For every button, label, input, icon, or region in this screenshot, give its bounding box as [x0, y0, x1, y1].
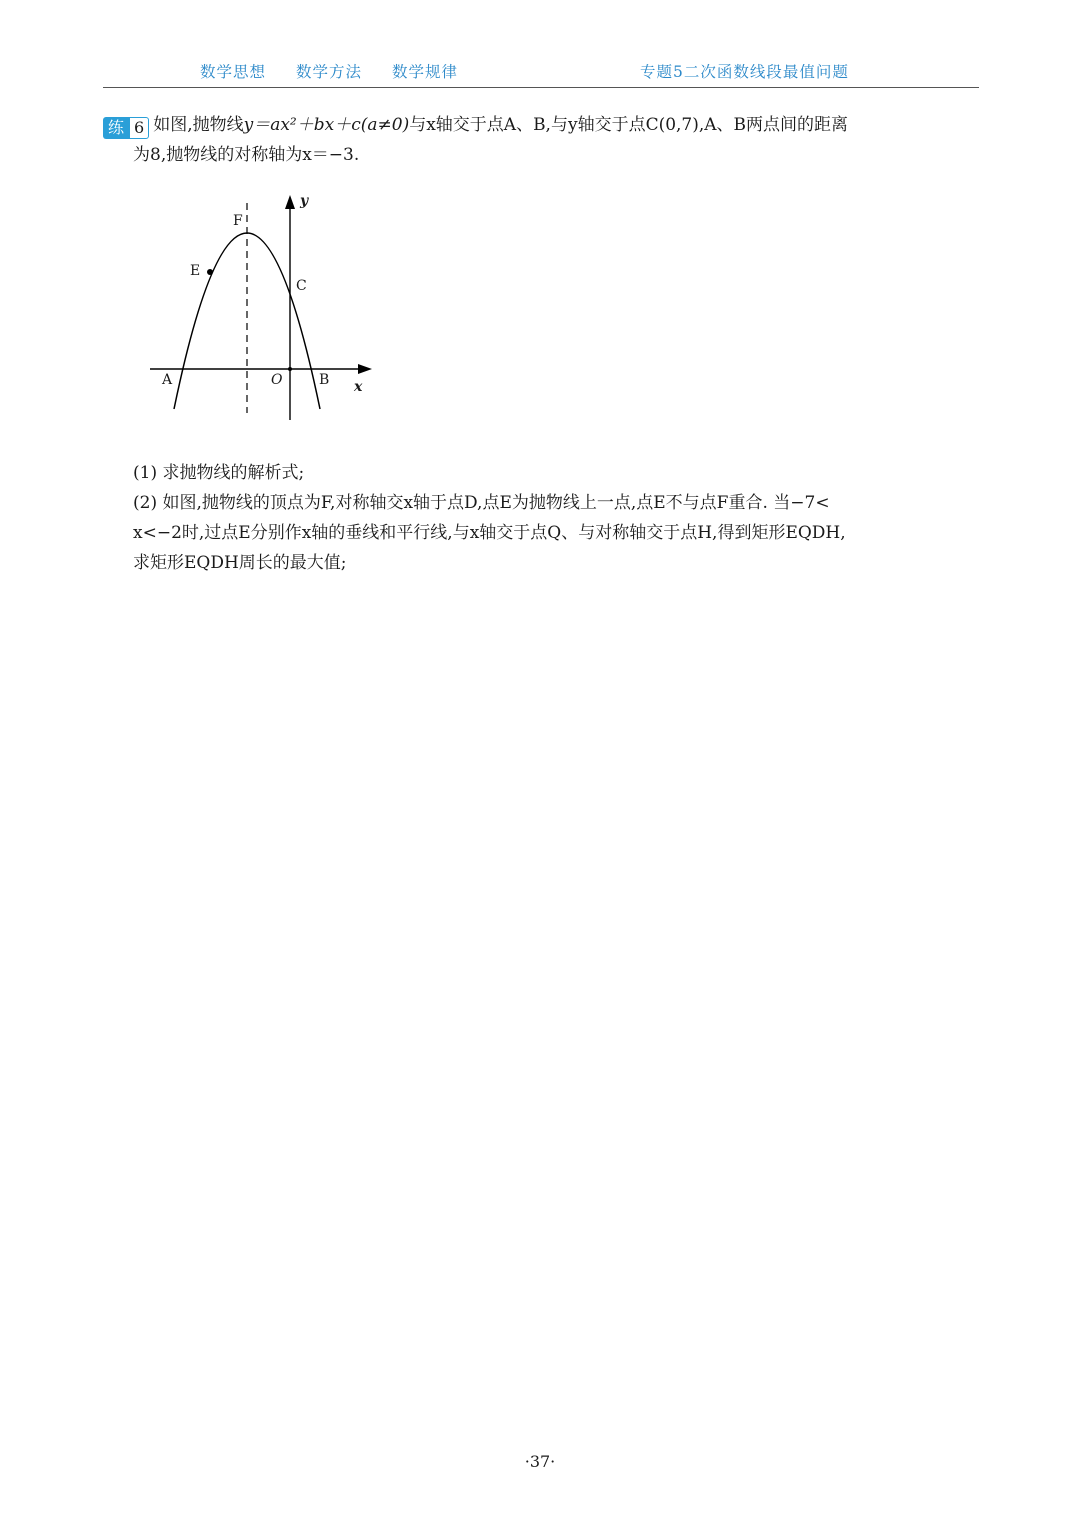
problem-line1-rest: 与x轴交于点A、B,与y轴交于点C(0,7),A、B两点间的距离 [409, 115, 849, 135]
header-divider [103, 87, 979, 88]
problem-statement [103, 110, 979, 170]
question-2-line-3: 求矩形EQDH周长的最大值; [133, 553, 347, 573]
exercise-badge [103, 117, 149, 139]
point-e-dot [207, 269, 213, 275]
label-y-axis: y [300, 193, 309, 209]
questions-block [133, 458, 979, 578]
page-header [103, 56, 979, 86]
problem-line-2: 为8,抛物线的对称轴为x＝−3. [133, 145, 360, 165]
header-item-thought: 数学思想 [200, 63, 267, 81]
y-axis-arrow [285, 195, 295, 209]
question-2-line-2: x<−2时,过点E分别作x轴的垂线和平行线,与x轴交于点Q、与对称轴交于点H,得到矩形EQDH, [133, 523, 846, 543]
parabola-equation: y＝ax²＋bx＋c(a≠0) [243, 115, 410, 135]
label-c: C [296, 278, 307, 294]
exercise-badge-label: 练 [103, 117, 129, 139]
origin-dot [288, 367, 292, 371]
header-topic-title: 专题5二次函数线段最值问题 [640, 63, 849, 81]
header-item-rule: 数学规律 [392, 63, 459, 81]
label-a: A [162, 372, 173, 388]
parabola-diagram [140, 185, 380, 430]
exercise-badge-number: 6 [129, 117, 149, 139]
x-axis-arrow [358, 364, 372, 374]
label-o: O [271, 372, 283, 388]
question-1: (1) 求抛物线的解析式; [133, 463, 305, 483]
parabola-curve [174, 233, 320, 409]
header-item-method: 数学方法 [296, 63, 363, 81]
label-f: F [233, 213, 243, 229]
label-e: E [190, 263, 201, 279]
question-2-line-1: (2) 如图,抛物线的顶点为F,对称轴交x轴于点D,点E为抛物线上一点,点E不与点F重合. 当−7< [133, 493, 830, 513]
label-x-axis: x [354, 379, 363, 395]
problem-intro: 如图,抛物线 [153, 115, 244, 135]
label-b: B [319, 372, 330, 388]
header-left-group [200, 60, 458, 82]
page-number: ·37· [524, 1452, 556, 1471]
parabola-figure [140, 185, 380, 430]
problem-line-1 [103, 110, 979, 140]
